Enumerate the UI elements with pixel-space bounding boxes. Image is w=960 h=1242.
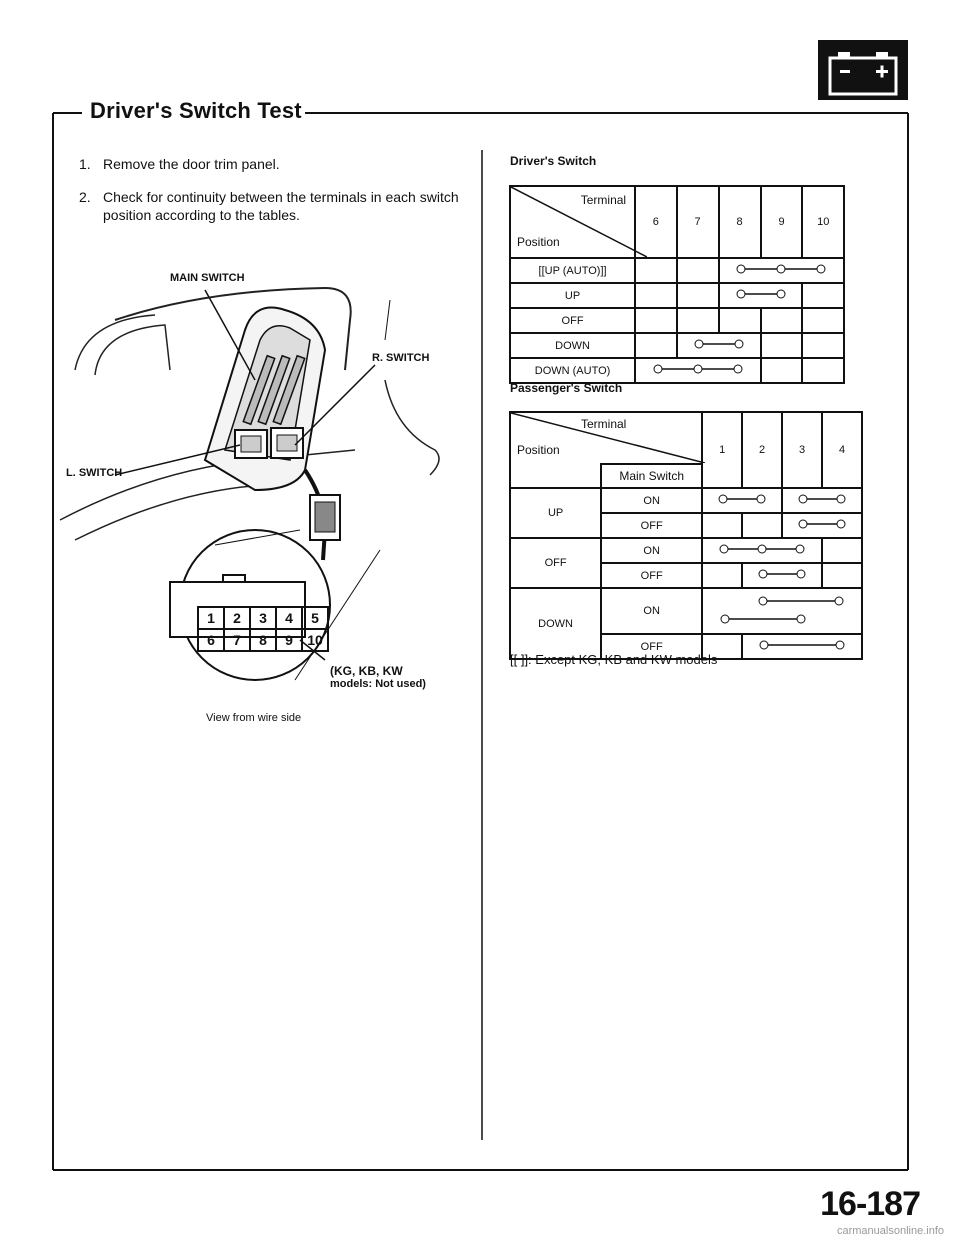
drivers-terminal-7: 7 [677,186,719,258]
passengers-position-up: UP [510,488,601,538]
pin-9: 9 [275,628,303,652]
drivers-header-cell [510,186,635,258]
drivers-position-down-auto: DOWN (AUTO) [510,358,635,383]
continuity-1-2-3 [702,538,822,563]
drivers-position-up-auto: [[UP (AUTO)]] [510,258,635,283]
step-1-number: 1. [79,156,91,172]
drivers-switch-title: Driver's Switch [510,154,597,168]
pin-2: 2 [223,606,251,630]
continuity-1-2 [702,488,782,513]
drivers-terminal-9: 9 [761,186,803,258]
continuity-6-7-8 [635,358,760,383]
footnote: [[ ]]: Except KG, KB and KW models [510,652,718,667]
continuity-7-8 [677,333,761,358]
continuity-down-on [702,588,862,634]
passengers-off-off: OFF [601,563,702,588]
drivers-terminal-label: Terminal [580,193,627,207]
drivers-position-up: UP [510,283,635,308]
drivers-position-off: OFF [510,308,635,333]
continuity-2-3 [742,563,822,588]
main-switch-label: MAIN SWITCH [170,272,245,284]
passengers-position-down: DOWN [510,588,601,659]
pin-4: 4 [275,606,303,630]
passengers-up-on: ON [601,488,702,513]
step-2-text: Check for continuity between the terminals in each switch position according to the tables. [103,189,459,223]
passengers-up-off: OFF [601,513,702,538]
passengers-terminal-label: Terminal [581,417,627,431]
source-watermark: carmanualsonline.info [836,1225,944,1237]
passengers-down-on: ON [601,588,702,634]
page-number: 16-187 [820,1185,920,1223]
passengers-terminal-2: 2 [742,412,782,488]
passengers-terminal-3: 3 [782,412,822,488]
continuity-8-9-10 [719,258,844,283]
drivers-position-label: Position [517,235,560,249]
pin-1: 1 [197,606,225,630]
pin-7: 7 [223,628,251,652]
continuity-2-4 [742,634,862,659]
pin-8: 8 [249,628,277,652]
passengers-terminal-4: 4 [822,412,862,488]
passengers-switch-table [509,411,863,660]
figure-caption: View from wire side [206,712,302,724]
not-used-note-line1: (KG, KB, KW [330,664,403,678]
drivers-terminal-10: 10 [802,186,844,258]
pin-5: 5 [301,606,329,630]
continuity-8-9 [719,283,803,308]
passengers-off-on: ON [601,538,702,563]
passengers-down-off: OFF [601,634,702,659]
l-switch-label: L. SWITCH [66,467,123,479]
drivers-terminal-6: 6 [635,186,676,258]
continuity-3-4-off [782,513,862,538]
step-1-text: Remove the door trim panel. [103,156,280,172]
pin-3: 3 [249,606,277,630]
drivers-switch-table [509,185,845,384]
drivers-terminal-8: 8 [719,186,761,258]
r-switch-label: R. SWITCH [372,352,430,364]
drivers-position-down: DOWN [510,333,635,358]
passengers-header-cell [510,412,702,464]
step-2 [79,188,463,224]
step-1 [79,155,463,173]
connector-pin-grid [197,606,329,652]
passengers-terminal-1: 1 [702,412,742,488]
passengers-position-label: Position [517,443,560,457]
step-2-number: 2. [79,189,91,205]
page-title: Driver's Switch Test [90,98,302,123]
pin-10: 10 [301,628,329,652]
passengers-main-switch-label: Main Switch [601,464,702,488]
not-used-note-line2: models: Not used) [330,678,426,690]
passengers-position-off: OFF [510,538,601,588]
pin-6: 6 [197,628,225,652]
passengers-switch-title: Passenger's Switch [510,381,623,395]
continuity-3-4 [782,488,862,513]
